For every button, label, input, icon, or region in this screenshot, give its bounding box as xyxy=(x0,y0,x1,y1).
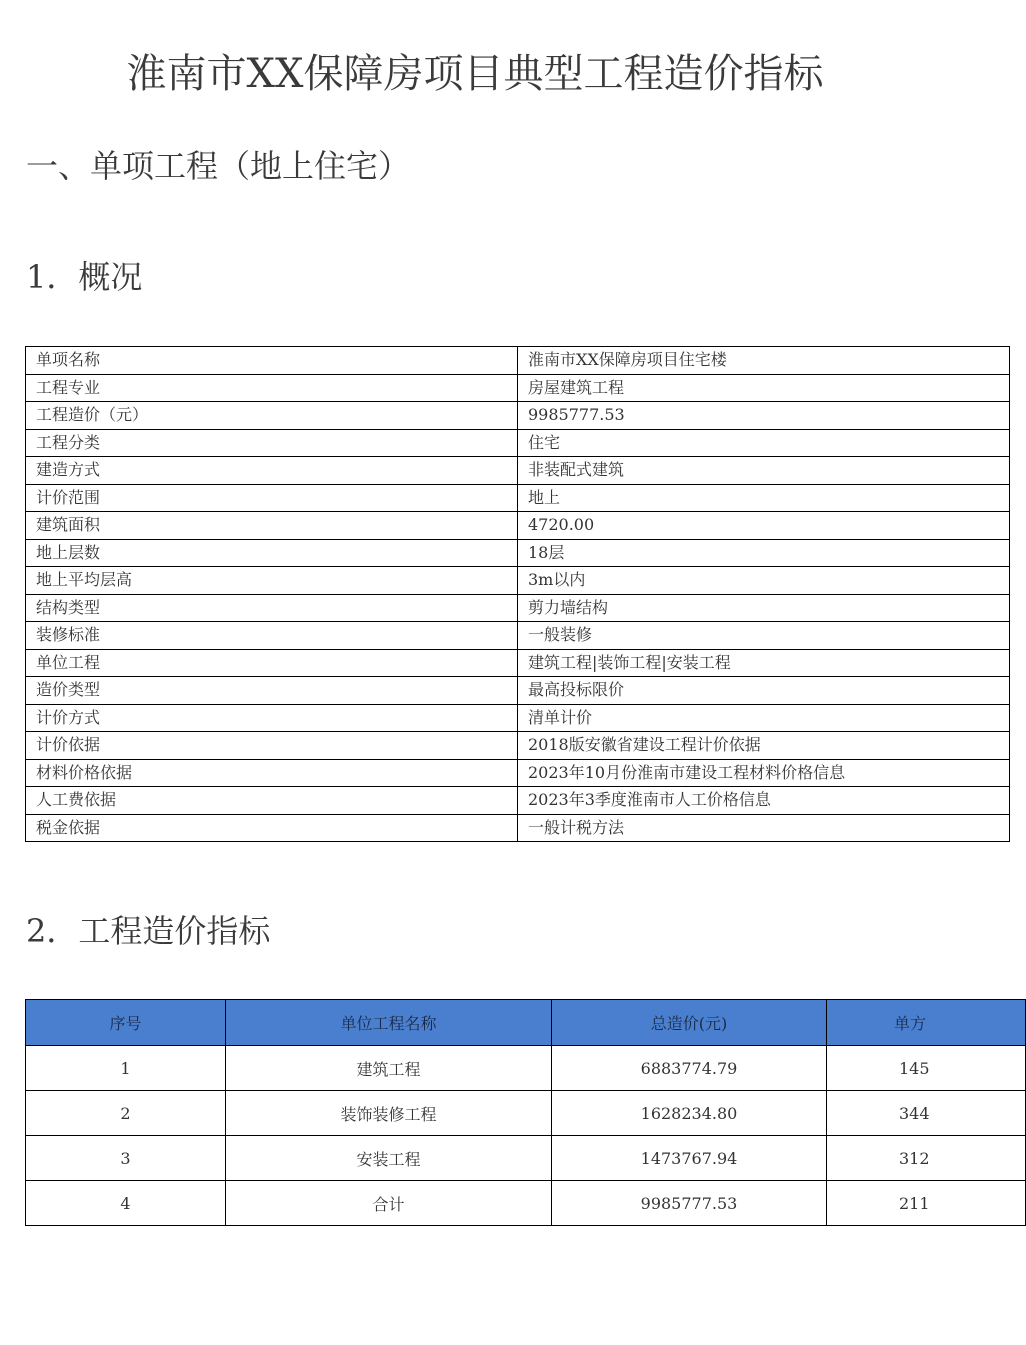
overview-field-label: 材料价格依据 xyxy=(26,759,518,787)
overview-row xyxy=(26,429,1010,457)
overview-row xyxy=(26,402,1010,430)
cost-row-project-name: 装饰装修工程 xyxy=(226,1091,552,1136)
overview-row xyxy=(26,622,1010,650)
cost-row-index: 2 xyxy=(26,1091,226,1136)
overview-row xyxy=(26,347,1010,375)
overview-field-value: 4720.00 xyxy=(518,512,1010,540)
overview-field-value: 一般计税方法 xyxy=(518,814,1010,842)
header-total-cost: 总造价(元) xyxy=(552,1000,827,1046)
overview-field-label: 造价类型 xyxy=(26,677,518,705)
overview-field-label: 地上平均层高 xyxy=(26,567,518,595)
header-unit-cost: 单方 xyxy=(827,1000,1026,1046)
overview-field-value: 3m以内 xyxy=(518,567,1010,595)
header-unit-project-name: 单位工程名称 xyxy=(226,1000,552,1046)
cost-table-container xyxy=(25,999,930,1217)
overview-field-label: 人工费依据 xyxy=(26,787,518,815)
overview-field-value: 2023年10月份淮南市建设工程材料价格信息 xyxy=(518,759,1010,787)
overview-table-body xyxy=(26,347,1010,842)
cost-row-index: 4 xyxy=(26,1181,226,1226)
cost-row-index: 3 xyxy=(26,1136,226,1181)
overview-field-value: 住宅 xyxy=(518,429,1010,457)
cost-table-header-row xyxy=(26,1000,1026,1046)
cost-table-row xyxy=(26,1046,1026,1091)
cost-row-unit-cost: 211 xyxy=(827,1181,1026,1226)
cost-index-table xyxy=(25,999,1026,1226)
cost-row-total: 9985777.53 xyxy=(552,1181,827,1226)
overview-row xyxy=(26,704,1010,732)
cost-row-total: 6883774.79 xyxy=(552,1046,827,1091)
overview-field-label: 工程造价（元） xyxy=(26,402,518,430)
overview-field-value: 非装配式建筑 xyxy=(518,457,1010,485)
cost-row-project-name: 建筑工程 xyxy=(226,1046,552,1091)
overview-row xyxy=(26,457,1010,485)
cost-row-unit-cost: 145 xyxy=(827,1046,1026,1091)
cost-row-index: 1 xyxy=(26,1046,226,1091)
overview-row xyxy=(26,787,1010,815)
cost-table-row xyxy=(26,1091,1026,1136)
cost-row-unit-cost: 344 xyxy=(827,1091,1026,1136)
overview-row xyxy=(26,649,1010,677)
overview-field-value: 最高投标限价 xyxy=(518,677,1010,705)
overview-field-label: 计价范围 xyxy=(26,484,518,512)
overview-field-value: 清单计价 xyxy=(518,704,1010,732)
overview-field-label: 单位工程 xyxy=(26,649,518,677)
cost-row-project-name: 合计 xyxy=(226,1181,552,1226)
cost-row-total: 1473767.94 xyxy=(552,1136,827,1181)
overview-field-label: 工程专业 xyxy=(26,374,518,402)
overview-field-value: 房屋建筑工程 xyxy=(518,374,1010,402)
overview-table-container xyxy=(25,346,925,843)
overview-field-value: 一般装修 xyxy=(518,622,1010,650)
subsection-heading-overview: 1．概况 xyxy=(26,258,143,296)
overview-row xyxy=(26,484,1010,512)
overview-field-value: 地上 xyxy=(518,484,1010,512)
overview-row xyxy=(26,814,1010,842)
section-heading-single-project: 一、单项工程（地上住宅） xyxy=(26,147,411,185)
overview-field-value: 9985777.53 xyxy=(518,402,1010,430)
overview-row xyxy=(26,732,1010,760)
overview-row xyxy=(26,594,1010,622)
overview-field-value: 建筑工程|装饰工程|安装工程 xyxy=(518,649,1010,677)
header-index: 序号 xyxy=(26,1000,226,1046)
cost-table-row xyxy=(26,1136,1026,1181)
subsection-heading-cost-index: 2．工程造价指标 xyxy=(26,912,271,950)
document-title: 淮南市XX保障房项目典型工程造价指标 xyxy=(126,51,824,97)
overview-field-label: 计价方式 xyxy=(26,704,518,732)
overview-field-value: 剪力墙结构 xyxy=(518,594,1010,622)
overview-row xyxy=(26,567,1010,595)
overview-field-value: 2018版安徽省建设工程计价依据 xyxy=(518,732,1010,760)
cost-row-total: 1628234.80 xyxy=(552,1091,827,1136)
cost-row-project-name: 安装工程 xyxy=(226,1136,552,1181)
overview-field-value: 18层 xyxy=(518,539,1010,567)
overview-row xyxy=(26,677,1010,705)
overview-field-label: 工程分类 xyxy=(26,429,518,457)
overview-field-label: 结构类型 xyxy=(26,594,518,622)
overview-field-label: 装修标准 xyxy=(26,622,518,650)
cost-row-unit-cost: 312 xyxy=(827,1136,1026,1181)
overview-field-value: 淮南市XX保障房项目住宅楼 xyxy=(518,347,1010,375)
overview-field-label: 地上层数 xyxy=(26,539,518,567)
overview-row xyxy=(26,539,1010,567)
overview-field-label: 单项名称 xyxy=(26,347,518,375)
overview-field-label: 建造方式 xyxy=(26,457,518,485)
overview-table xyxy=(25,346,1010,842)
cost-table-row xyxy=(26,1181,1026,1226)
overview-row xyxy=(26,374,1010,402)
overview-row xyxy=(26,759,1010,787)
overview-row xyxy=(26,512,1010,540)
overview-field-label: 计价依据 xyxy=(26,732,518,760)
overview-field-value: 2023年3季度淮南市人工价格信息 xyxy=(518,787,1010,815)
overview-field-label: 税金依据 xyxy=(26,814,518,842)
cost-table-body xyxy=(26,1046,1026,1226)
overview-field-label: 建筑面积 xyxy=(26,512,518,540)
